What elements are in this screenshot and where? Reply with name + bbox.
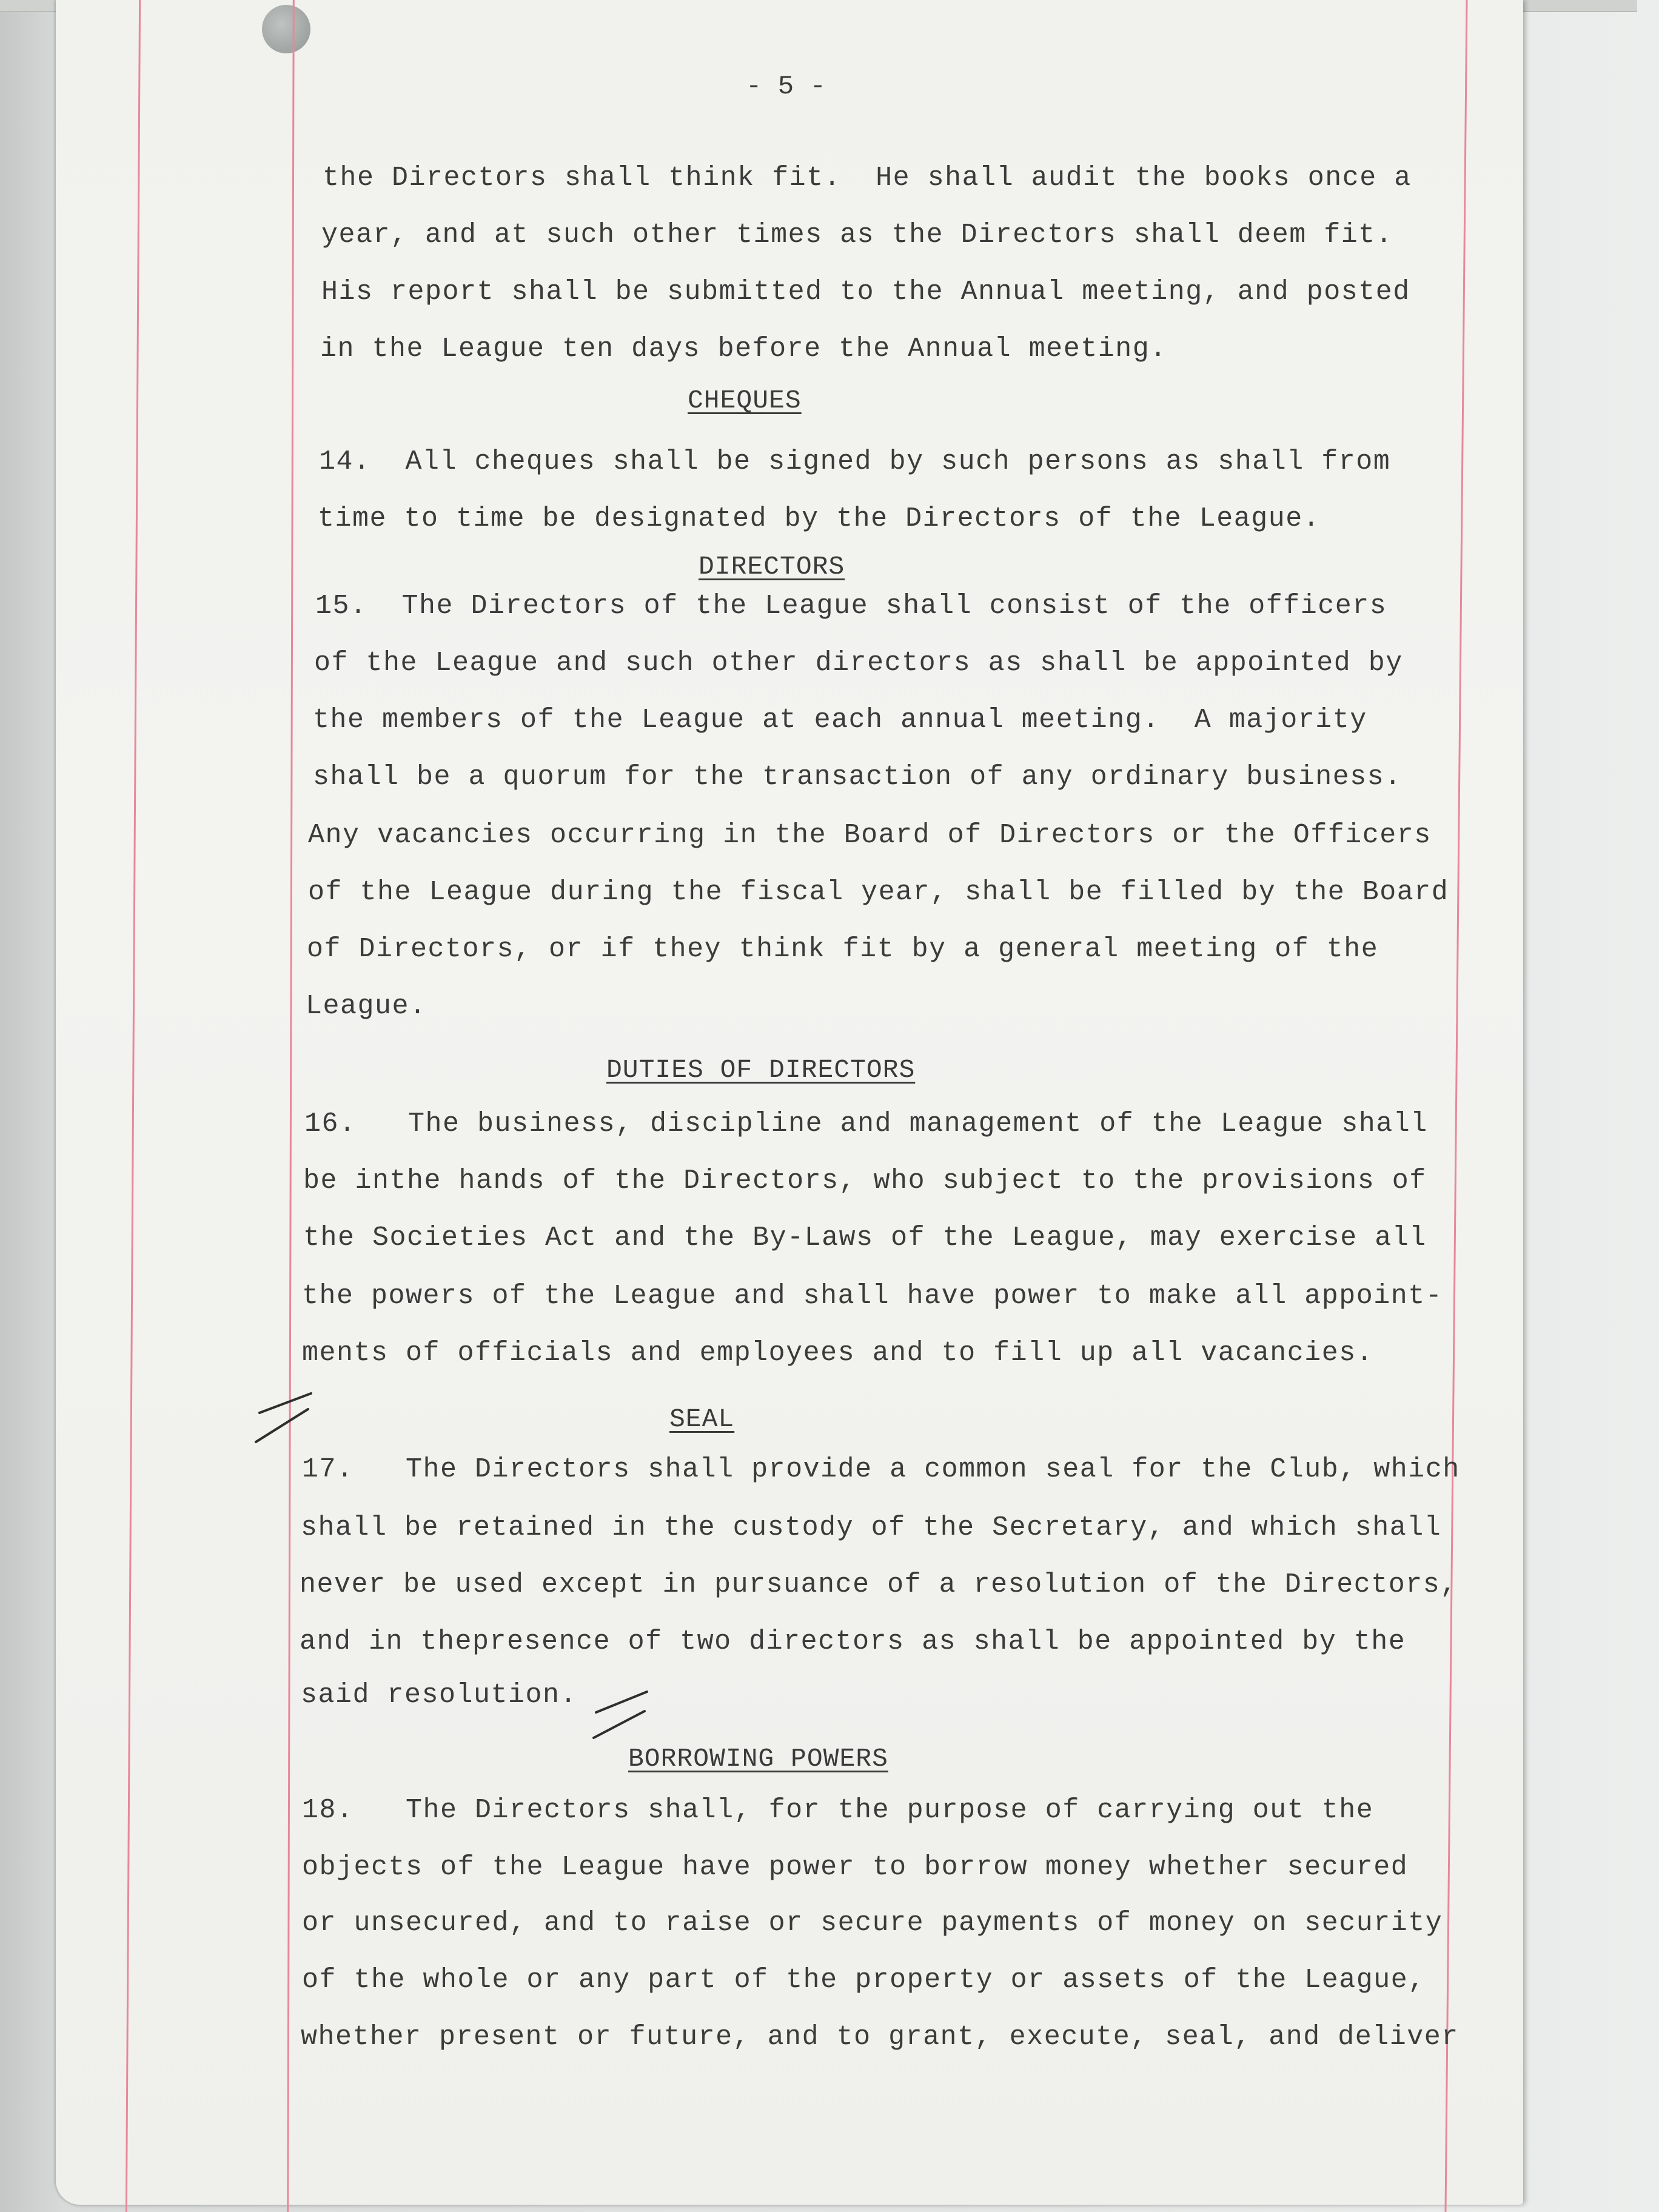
duties-line: the powers of the League and shall have power to make all appoint- — [302, 1281, 1443, 1312]
seal-line: shall be retained in the custody of the Secretary, and which shall — [301, 1512, 1442, 1543]
directors-line: 15. The Directors of the League shall consist of the officers — [315, 591, 1387, 622]
intro-line: in the League ten days before the Annual meeting. — [320, 333, 1167, 364]
section-heading-seal: SEAL — [669, 1404, 735, 1434]
section-heading-duties: DUTIES OF DIRECTORS — [606, 1055, 916, 1085]
seal-line: never be used except in pursuance of a resolution of the Directors, — [300, 1569, 1458, 1600]
intro-line: His report shall be submitted to the Annual meeting, and posted — [321, 276, 1410, 307]
section-heading-borrowing: BORROWING POWERS — [628, 1744, 888, 1774]
borrowing-line: or unsecured, and to raise or secure payments of money on security — [302, 1908, 1443, 1939]
seal-line: and in thepresence of two directors as shall be appointed by the — [300, 1626, 1406, 1657]
directors-line: of the League during the fiscal year, shall be filled by the Board — [308, 877, 1449, 908]
handwritten-tick-mark — [253, 1389, 320, 1449]
borrowing-line: of the whole or any part of the property or assets of the League, — [302, 1965, 1426, 1996]
section-heading-directors: DIRECTORS — [699, 552, 845, 581]
directors-line: shall be a quorum for the transaction of any ordinary business. — [313, 762, 1402, 793]
borrowing-line: whether present or future, and to grant, execute, seal, and deliver — [301, 2022, 1459, 2053]
seal-line: said resolution. — [301, 1680, 578, 1711]
seal-line: 17. The Directors shall provide a common seal for the Club, which — [302, 1454, 1460, 1485]
borrowing-line: objects of the League have power to borrow money whether secured — [302, 1852, 1409, 1883]
section-heading-cheques: CHEQUES — [688, 386, 802, 415]
duties-line: 16. The business, discipline and management of the League shall — [304, 1108, 1428, 1139]
handwritten-tick-mark — [591, 1686, 658, 1746]
page-number: - 5 - — [746, 72, 826, 102]
directors-line: Any vacancies occurring in the Board of Directors or the Officers — [308, 820, 1432, 851]
directors-line: the members of the League at each annual meeting. A majority — [313, 705, 1367, 736]
borrowing-line: 18. The Directors shall, for the purpose of carrying out the — [302, 1795, 1374, 1826]
intro-line: year, and at such other times as the Directors shall deem fit. — [321, 220, 1393, 250]
directors-line: of the League and such other directors as shall be appointed by — [314, 648, 1403, 679]
duties-line: the Societies Act and the By-Laws of the League, may exercise all — [303, 1222, 1427, 1253]
cheques-line: 14. All cheques shall be signed by such persons as shall from — [319, 446, 1391, 477]
intro-line: the Directors shall think fit. He shall audit the books once a — [323, 163, 1412, 193]
cheques-line: time to time be designated by the Directors of the League. — [318, 503, 1321, 534]
directors-line: League. — [306, 991, 427, 1022]
punch-hole-icon — [262, 5, 310, 53]
duties-line: be inthe hands of the Directors, who subject to the provisions of — [303, 1165, 1427, 1196]
directors-line: of Directors, or if they think fit by a general meeting of the — [307, 934, 1379, 965]
duties-line: ments of officials and employees and to fill up all vacancies. — [302, 1338, 1374, 1369]
